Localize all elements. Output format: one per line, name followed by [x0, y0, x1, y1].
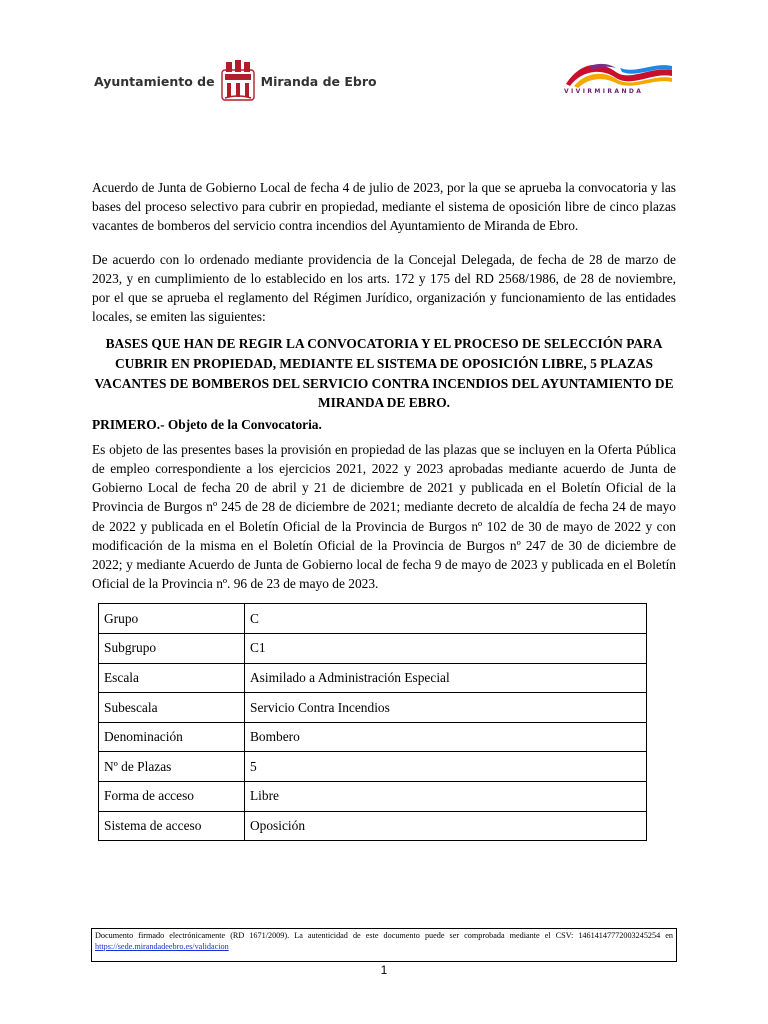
- intro-paragraph-1: Acuerdo de Junta de Gobierno Local de fecha 4 de julio de 2023, por la que se aprueba la convocatoria y las bases del proceso selectivo para cubrir en propiedad, mediante el sistema de oposición libre de cinco plazas vacantes de bomberos del servicio contra incendios del Ayuntamiento de Miranda de Ebro.: [92, 180, 676, 234]
- section-body: Es objeto de las presentes bases la provisión en propiedad de las plazas que se incluyen en la Oferta Pública de empleo correspondiente a los ejercicios 2021, 2022 y 2023 aprobadas mediante acuerdo de Junta de Gobierno Local de fecha 20 de abril y 21 de diciembre de 2021 y publicada en el Boletín Oficial de la Provincia de Burgos nº 245 de 28 de diciembre de 2021; mediante decreto de alcaldía de fecha 24 de mayo de 2022 y publicada en el Boletín Oficial de la Provincia de Burgos nº 102 de 30 de mayo de 2022 y con modificación de la misma en el Boletín Oficial de la Provincia de Burgos nº 247 de 30 de diciembre de 2022; y mediante Acuerdo de Junta de Gobierno local de fecha 9 de mayo de 2023 y publicada en el Boletín Oficial de la Provincia nº. 96 de 23 de mayo de 2023.: [92, 441, 676, 592]
- table-value: Oposición: [245, 811, 647, 841]
- table-value: Libre: [245, 781, 647, 811]
- table-label: Grupo: [99, 604, 245, 634]
- table-row: [99, 634, 647, 664]
- table-label: Escala: [99, 663, 245, 693]
- table-value: Asimilado a Administración Especial: [245, 663, 647, 693]
- footer-text: Documento firmado electrónicamente (RD 1671/2009). La autenticidad de este documento puede ser comprobada mediante el CSV: 14614147772003245254 en: [95, 931, 673, 940]
- table-value: Bombero: [245, 722, 647, 752]
- section-title: PRIMERO.- Objeto de la Convocatoria.: [92, 416, 322, 432]
- table-value: 5: [245, 752, 647, 782]
- vivirmiranda-logo: [560, 58, 676, 98]
- plazas-table: [98, 603, 647, 841]
- table-label: Denominación: [99, 722, 245, 752]
- table-value: Servicio Contra Incendios: [245, 693, 647, 723]
- page-header: [0, 0, 768, 120]
- table-value: C1: [245, 634, 647, 664]
- table-label: Nº de Plazas: [99, 752, 245, 782]
- coat-of-arms-icon: [221, 60, 255, 102]
- table-label: Subescala: [99, 693, 245, 723]
- bases-title: BASES QUE HAN DE REGIR LA CONVOCATORIA Y EL PROCESO DE SELECCIÓN PARA CUBRIR EN PROPIEDAD, MEDIANTE EL SISTEMA DE OPOSICIÓN LIBRE, 5 PLAZAS VACANTES DE BOMBEROS DEL SERVICIO CONTRA INCENDIOS DEL AYUNTAMIENTO DE MIRANDA DE EBRO.: [94, 336, 674, 411]
- table-value: C: [245, 604, 647, 634]
- validation-link[interactable]: https://sede.mirandadeebro.es/validacion: [95, 941, 229, 951]
- table-row: [99, 722, 647, 752]
- wave-logo-icon: [560, 58, 676, 88]
- org-name-left: Ayuntamiento de: [94, 73, 215, 89]
- table-row: [99, 811, 647, 841]
- table-label: Forma de acceso: [99, 781, 245, 811]
- signature-footer: [91, 928, 677, 962]
- table-row: [99, 663, 647, 693]
- table-row: [99, 693, 647, 723]
- table-row: [99, 781, 647, 811]
- table-label: Sistema de acceso: [99, 811, 245, 841]
- table-row: [99, 604, 647, 634]
- table-label: Subgrupo: [99, 634, 245, 664]
- org-name-right: Miranda de Ebro: [260, 73, 377, 89]
- brand-text: VIVIRMIRANDA: [564, 88, 644, 95]
- page-number: 1: [380, 963, 388, 977]
- intro-paragraph-2: De acuerdo con lo ordenado mediante providencia de la Concejal Delegada, de fecha de 28 de marzo de 2023, y en cumplimiento de lo establecido en los arts. 172 y 175 del RD 2568/1986, de 28 de noviembre, por el que se aprueba el reglamento del Régimen Jurídico, organización y funcionamiento de las entidades locales, se emiten las siguientes:: [92, 251, 676, 325]
- ayuntamiento-logo: [94, 60, 377, 102]
- table-row: [99, 752, 647, 782]
- document-body: [92, 178, 676, 841]
